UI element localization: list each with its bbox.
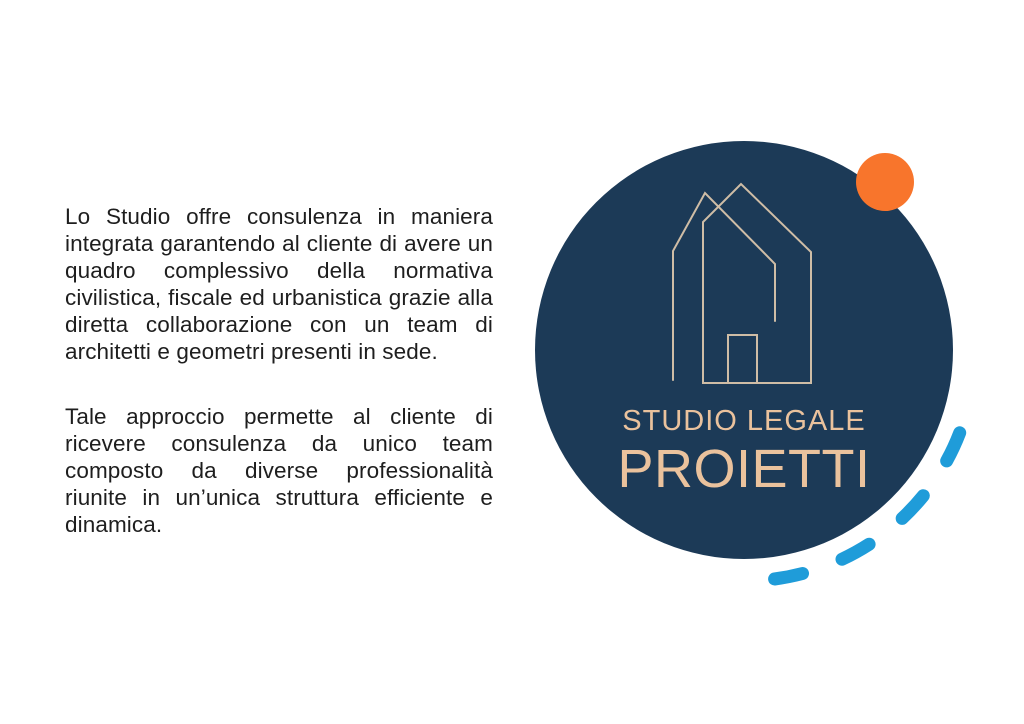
logo-title: STUDIO LEGALE (622, 405, 866, 437)
intro-text (65, 203, 493, 538)
intro-paragraph-1: Lo Studio offre consulenza in maniera integrata garantendo al cliente di avere un quadro complessivo della normativa civilistica, fiscale ed urbanistica grazie alla diretta collaborazione con un team di architetti e geometri presenti in sede. (65, 204, 493, 364)
accent-dot (856, 153, 914, 211)
logo-name: PROIETTI (617, 439, 871, 499)
intro-paragraph-2: Tale approccio permette al cliente di ricevere consulenza da unico team composto da diverse professionalità riunite in un’unica struttura efficiente e dinamica. (65, 404, 493, 537)
